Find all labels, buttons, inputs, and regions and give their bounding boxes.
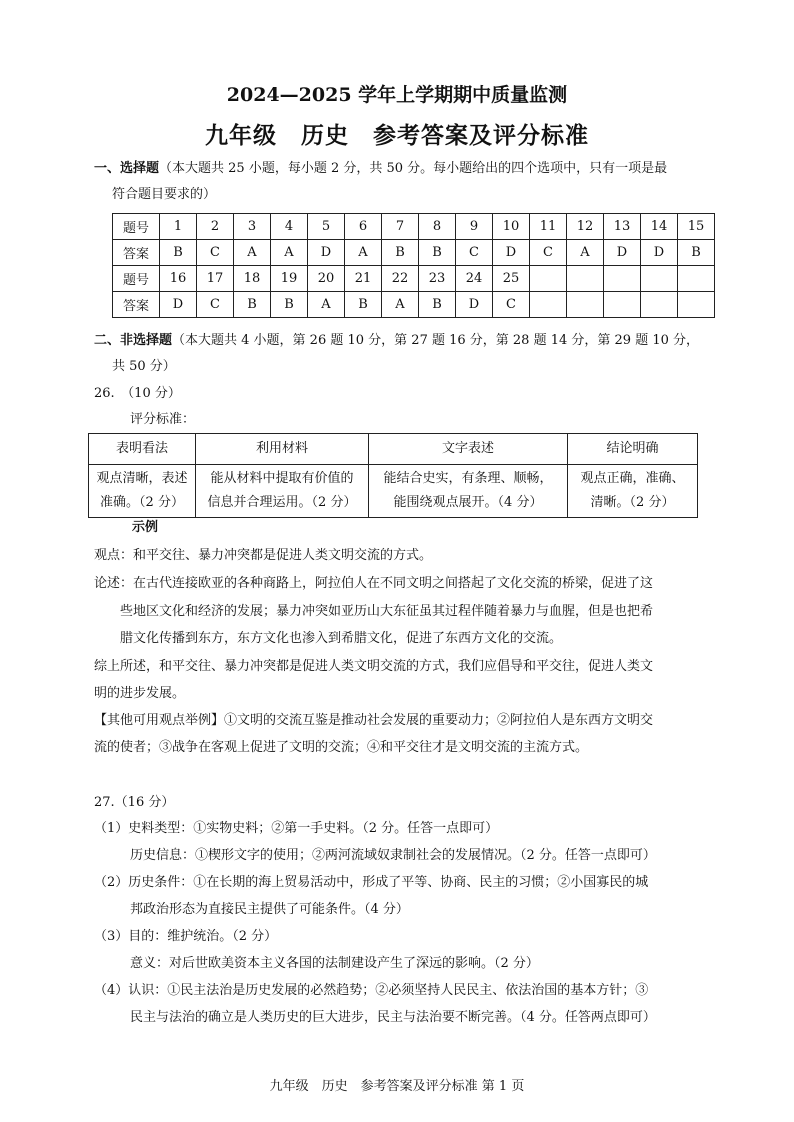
q26-criteria-label: 评分标准： [130,412,196,427]
answer-cell: D [641,240,678,266]
q26-label: 26. （10 分） [94,386,181,401]
empty-cell [604,266,641,292]
answer-cell: B [234,292,271,318]
question-number: 5 [308,214,345,240]
row-label: 答案 [113,292,160,318]
empty-cell [567,266,604,292]
criteria-header-row [89,434,698,465]
page-footer: 九年级 历史 参考答案及评分标准 第 1 页 [269,1079,525,1094]
question-number: 13 [604,214,641,240]
question-number: 6 [345,214,382,240]
question-number: 23 [419,266,456,292]
criteria-header: 结论明确 [568,434,698,465]
q26-line: 些地区文化和经济的发展；暴力冲突如亚历山大东征虽其过程伴随着暴力与血腥，但是也把希 [120,604,654,619]
q26-line: 流的使者；③战争在客观上促进了文明的交流；④和平交往才是文明交流的主流方式。 [94,740,589,755]
answer-row-ans-1 [113,240,715,266]
criteria-table [88,433,698,518]
answer-cell: A [345,240,382,266]
question-number: 15 [678,214,715,240]
answer-cell: C [493,292,530,318]
answer-cell: B [419,240,456,266]
answer-table [112,213,715,318]
answer-cell: D [604,240,641,266]
q27-line: （1）史料类型：①实物史料；②第一手史料。（2 分。任答一点即可） [94,821,499,836]
answer-cell: D [456,292,493,318]
criteria-cell [568,465,698,518]
question-number: 17 [197,266,234,292]
criteria-body-row [89,465,698,518]
empty-cell [530,266,567,292]
question-number: 12 [567,214,604,240]
answer-cell: B [678,240,715,266]
q27-line: 邦政治形态为直接民主提供了可能条件。（4 分） [130,902,409,917]
q26-line: 明的进步发展。 [94,686,186,701]
question-number: 22 [382,266,419,292]
answer-cell: B [419,292,456,318]
question-number: 3 [234,214,271,240]
criteria-cell-line: 能结合史实，有条理、顺畅， [383,471,553,486]
empty-cell [530,292,567,318]
question-number: 11 [530,214,567,240]
answer-cell: C [456,240,493,266]
document-title: 2024—2025 学年上学期期中质量监测 [226,84,568,106]
question-number: 21 [345,266,382,292]
q27-line: （2）历史条件：①在长期的海上贸易活动中，形成了平等、协商、民主的习惯；②小国寡民的城 [94,875,649,890]
question-number: 2 [197,214,234,240]
answer-cell: A [567,240,604,266]
q27-label: 27.（16 分） [94,795,175,810]
empty-cell [678,292,715,318]
answer-cell: D [308,240,345,266]
question-number: 4 [271,214,308,240]
q26-example-label: 示例 [132,520,159,535]
document-subtitle: 九年级 历史 参考答案及评分标准 [205,122,589,149]
question-number: 18 [234,266,271,292]
criteria-cell-line: 观点清晰，表述 [96,471,188,486]
criteria-cell [196,465,369,518]
section2-heading: 二、非选择题 [94,333,173,348]
q27-line: 历史信息：①楔形文字的使用；②两河流域奴隶制社会的发展情况。（2 分。任答一点即可） [130,848,656,863]
answer-cell: B [271,292,308,318]
q27-line: （3）目的：维护统治。（2 分） [94,929,278,944]
answer-cell: D [160,292,197,318]
q26-line: 观点：和平交往、暴力冲突都是促进人类文明交流的方式。 [94,548,433,563]
answer-row-nums-2 [113,266,715,292]
q27-line: 意义：对后世欧美资本主义各国的法制建设产生了深远的影响。（2 分） [130,956,539,971]
criteria-cell-line: 准确。（2 分） [100,495,184,510]
answer-cell: A [234,240,271,266]
empty-cell [641,292,678,318]
empty-cell [604,292,641,318]
question-number: 1 [160,214,197,240]
question-number: 24 [456,266,493,292]
section1-desc-cont: 符合题目要求的） [112,187,217,202]
q26-line: 综上所述，和平交往、暴力冲突都是促进人类文明交流的方式，我们应倡导和平交往，促进人类文 [94,659,654,674]
criteria-cell-line: 能围绕观点展开。（4 分） [393,495,543,510]
question-number: 20 [308,266,345,292]
criteria-cell-line: 观点正确，准确、 [580,471,685,486]
question-number: 7 [382,214,419,240]
criteria-cell [89,465,196,518]
answer-row-nums-1 [113,214,715,240]
answer-cell: C [197,240,234,266]
question-number: 8 [419,214,456,240]
answer-cell: D [493,240,530,266]
q26-line: 腊文化传播到东方，东方文化也渗入到希腊文化，促进了东西方文化的交流。 [120,631,563,646]
criteria-cell-line: 清晰。（2 分） [590,495,675,510]
answer-cell: B [345,292,382,318]
question-number: 10 [493,214,530,240]
answer-cell: A [308,292,345,318]
q26-line: 论述：在古代连接欧亚的各种商路上，阿拉伯人在不同文明之间搭起了文化交流的桥梁，促进了这 [94,576,654,591]
answer-cell: A [382,292,419,318]
row-label: 题号 [113,266,160,292]
q27-line: 民主与法治的确立是人类历史的巨大进步，民主与法治要不断完善。（4 分。任答两点即可） [130,1010,656,1025]
row-label: 答案 [113,240,160,266]
row-label: 题号 [113,214,160,240]
answer-cell: B [382,240,419,266]
criteria-header: 文字表述 [369,434,568,465]
question-number: 16 [160,266,197,292]
criteria-header: 利用材料 [196,434,369,465]
question-number: 19 [271,266,308,292]
question-number: 25 [493,266,530,292]
section2-intro [94,332,699,350]
q27-line: （4）认识：①民主法治是历史发展的必然趋势；②必须坚持人民民主、依法治国的基本方针；③ [94,983,649,998]
answer-cell: B [160,240,197,266]
question-number: 14 [641,214,678,240]
answer-cell: C [197,292,234,318]
section2-desc: （本大题共 4 小题，第 26 题 10 分，第 27 题 16 分，第 28 题 14 分，第 29 题 10 分， [172,333,700,348]
criteria-cell-line: 信息并合理运用。（2 分） [207,495,357,510]
empty-cell [567,292,604,318]
q26-line: 【其他可用观点举例】①文明的交流互鉴是推动社会发展的重要动力；②阿拉伯人是东西方文明交 [94,713,654,728]
section2-desc-cont: 共 50 分） [112,359,176,374]
section1-heading: 一、选择题 [94,161,160,176]
question-number: 9 [456,214,493,240]
answer-row-ans-2 [113,292,715,318]
answer-cell: C [530,240,567,266]
criteria-header: 表明看法 [89,434,196,465]
section1-desc: （本大题共 25 小题，每小题 2 分，共 50 分。每小题给出的四个选项中，只有一项是最 [159,161,668,176]
criteria-cell-line: 能从材料中提取有价值的 [210,471,354,486]
criteria-cell [369,465,568,518]
section1-intro [94,160,667,178]
answer-cell: A [271,240,308,266]
empty-cell [678,266,715,292]
empty-cell [641,266,678,292]
